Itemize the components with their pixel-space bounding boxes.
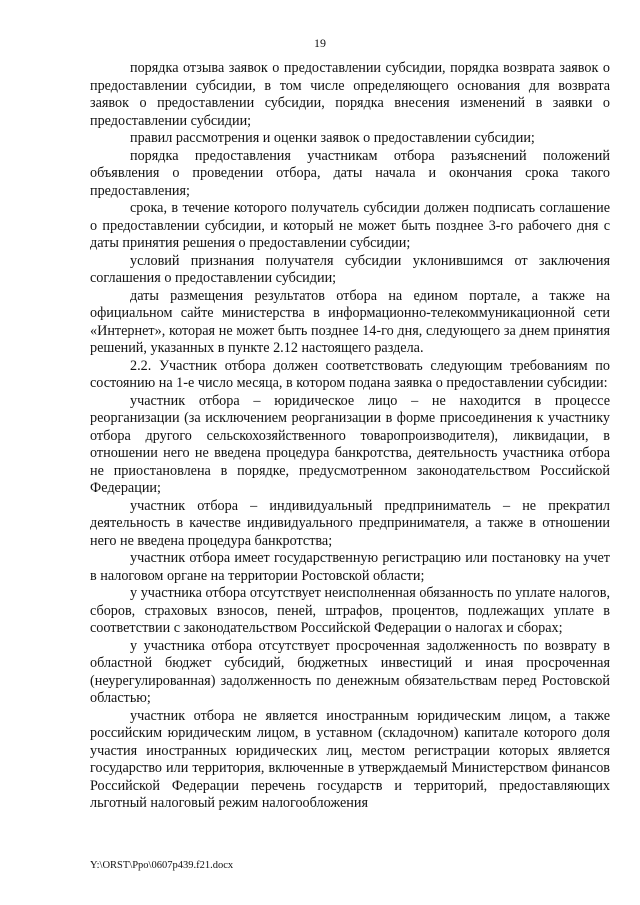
paragraph: срока, в течение которого получатель субсидии должен подписать соглашение о предоставлении субсидии, и который не может быть позднее 3-го рабочего дня с даты принятия решения о предоставлении субсидии; xyxy=(90,200,610,251)
footer-file-path: Y:\ORST\Ppo\0607p439.f21.docx xyxy=(90,860,234,871)
paragraph: правил рассмотрения и оценки заявок о предоставлении субсидии; xyxy=(130,130,535,146)
paragraph: у участника отбора отсутствует неисполненная обязанность по уплате налогов, сборов, страховых взносов, пеней, штрафов, процентов, подлежащих уплате в соответствии с законодательством Российской Федерации о налогах и сборах; xyxy=(90,585,610,636)
paragraph: участник отбора – индивидуальный предприниматель – не прекратил деятельность в качестве индивидуального предпринимателя, а также в отношении него не введена процедура банкротства; xyxy=(90,497,610,549)
section-2-2-paragraph: 2.2. Участник отбора должен соответствовать следующим требованиям по состоянию на 1-е число месяца, в котором подана заявка о предоставлении субсидии: xyxy=(90,357,610,391)
paragraph: порядка отзыва заявок о предоставлении субсидии, порядка возврата заявок о предоставлении субсидии, в том числе определяющего основания для возврата заявок о предоставлении субсидии, порядка внесения изменений в заявки о предоставлении субсидии; xyxy=(90,60,610,129)
paragraph: даты размещения результатов отбора на едином портале, а также на официальном сайте министерства в информационно-телекоммуникационной сети «Интернет», которая не может быть позднее 14-го дня, следующего за днем принятия решений, указанных в пункте 2.12 настоящего раздела. xyxy=(90,287,610,356)
paragraph: участник отбора имеет государственную регистрацию или постановку на учет в налоговом органе на территории Ростовской области; xyxy=(90,550,610,584)
paragraph: участник отбора не является иностранным юридическим лицом, а также российским юридическим лицом, в уставном (складочном) капитале которого доля участия иностранных юридических лиц, местом регистрации которых является государство или территория, включенные в утверждаемый Министерством финансов Российской Федерации перечень государств и территорий, предоставляющих льготный налоговый режим налогообложения xyxy=(90,707,610,811)
paragraph: порядка предоставления участникам отбора разъяснений положений объявления о проведении отбора, даты начала и окончания срока такого предоставления; xyxy=(90,147,610,199)
paragraph: участник отбора – юридическое лицо – не находится в процессе реорганизации (за исключением реорганизации в форме присоединения к участнику отбора другого сельскохозяйственного товаропроизводителя), ликвидации, в отношении него не введена процедура банкротства, деятельность участника отбора не приостановлена в порядке, предусмотренном законодательством Российской Федерации; xyxy=(90,392,610,496)
paragraph: у участника отбора отсутствует просроченная задолженность по возврату в областной бюджет субсидий, бюджетных инвестиций и иная просроченная (неурегулированная) задолженность по денежным обязательствам перед Ростовской областью; xyxy=(90,637,610,706)
paragraph: условий признания получателя субсидии уклонившимся от заключения соглашения о предоставлении субсидии; xyxy=(90,252,610,286)
page-number: 19 xyxy=(314,36,326,50)
document-body xyxy=(90,60,610,813)
